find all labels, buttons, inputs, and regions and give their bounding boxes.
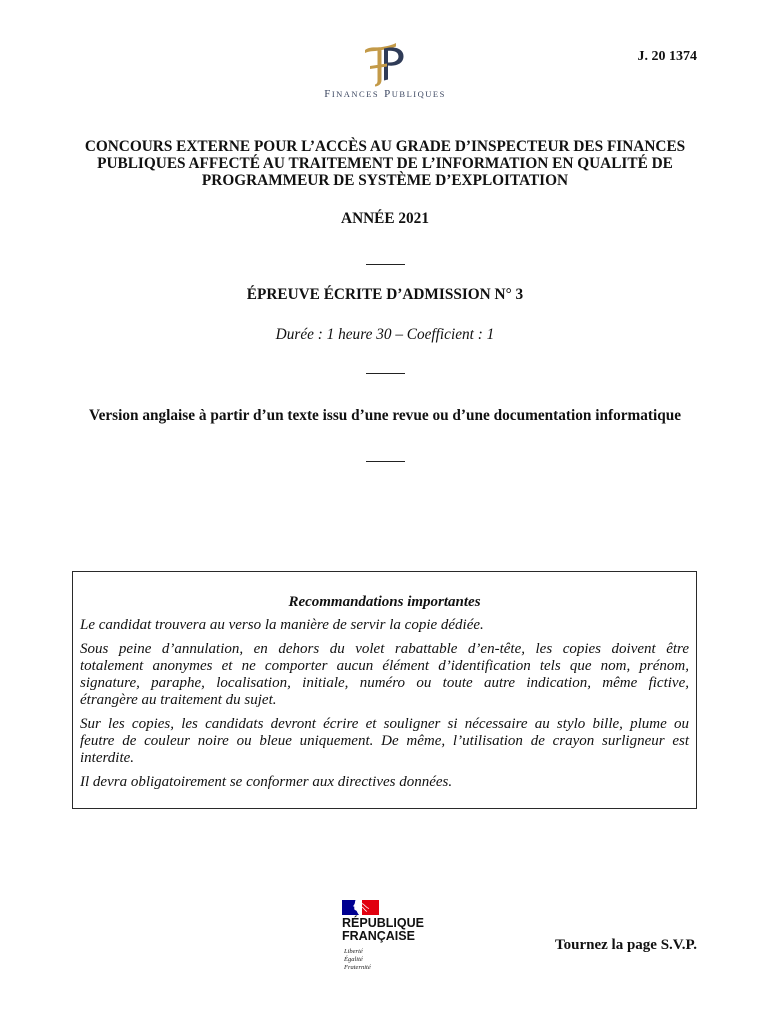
logo-letter-p-bowl [388,48,404,66]
logo-word: FINANCES [324,88,380,100]
republique-motto [344,948,442,972]
title-line: PROGRAMMEUR DE SYSTÈME D’EXPLOITATION [201,172,569,189]
motto-line: Fraternité [344,964,371,971]
notice-paragraph [80,617,689,634]
flag-red-band [362,900,379,915]
recommendations-heading: Recommandations importantes [288,594,481,610]
session-year: ANNÉE 2021 [341,210,429,227]
marianne-flag-icon [342,900,379,915]
recommendations-box [72,571,697,809]
title-line: PUBLIQUES AFFECTÉ AU TRAITEMENT DE L’INFORMATION EN QUALITÉ DE [97,155,673,172]
wordmark-line: FRANÇAISE [342,929,415,943]
separator-rule [366,461,405,462]
motto-line: Égalité [344,956,363,963]
finances-publiques-logo-text [0,88,770,100]
notice-line: étrangère au traitement du sujet. [80,692,277,709]
republique-francaise-wordmark [342,917,442,943]
notice-paragraph [80,774,689,791]
logo-word: PUBLIQUES [384,88,446,100]
notice-line: totalement anonymes et ne comporter aucun élément d’identification tels que nom, prénom, [80,657,689,674]
motto-line: Liberté [344,948,363,955]
notice-paragraph [80,641,689,710]
turn-page-note: Tournez la page S.V.P. [555,937,697,953]
republique-francaise-logo [342,900,442,972]
title-line: CONCOURS EXTERNE POUR L’ACCÈS AU GRADE D’INSPECTEUR DES FINANCES [84,138,686,155]
exam-title: ÉPREUVE ÉCRITE D’ADMISSION N° 3 [246,286,524,303]
notice-line: Sous peine d’annulation, en dehors du volet rabattable d’en-tête, les copies doivent être [80,640,689,657]
separator-rule [366,264,405,265]
finances-publiques-logo-mark-icon [363,41,407,87]
exam-duration: Durée : 1 heure 30 – Coefficient : 1 [275,326,495,343]
notice-paragraph [80,716,689,768]
notice-line: Il devra obligatoirement se conformer aux directives données. [80,773,453,790]
competition-title [0,138,770,189]
exam-subject: Version anglaise à partir d’un texte issu d’une revue ou d’une documentation informatique [88,407,682,424]
document-reference: J. 20 1374 [637,49,697,64]
logo-letter-f-stem [375,50,382,87]
wordmark-line: RÉPUBLIQUE [342,916,424,930]
notice-line: Sur les copies, les candidats devront écrire et souligner si nécessaire au stylo bille, plume ou [80,715,689,732]
notice-line: interdite. [80,750,135,767]
notice-line: Le candidat trouvera au verso la manière de servir la copie dédiée. [80,617,484,634]
notice-line: signature, paraphe, localisation, initiale, numéro ou toute autre indication, même fictive, [80,675,689,692]
notice-line: feutre de couleur noire ou bleue uniquement. De même, l’utilisation de crayon surligneur est [80,733,689,750]
separator-rule [366,373,405,374]
